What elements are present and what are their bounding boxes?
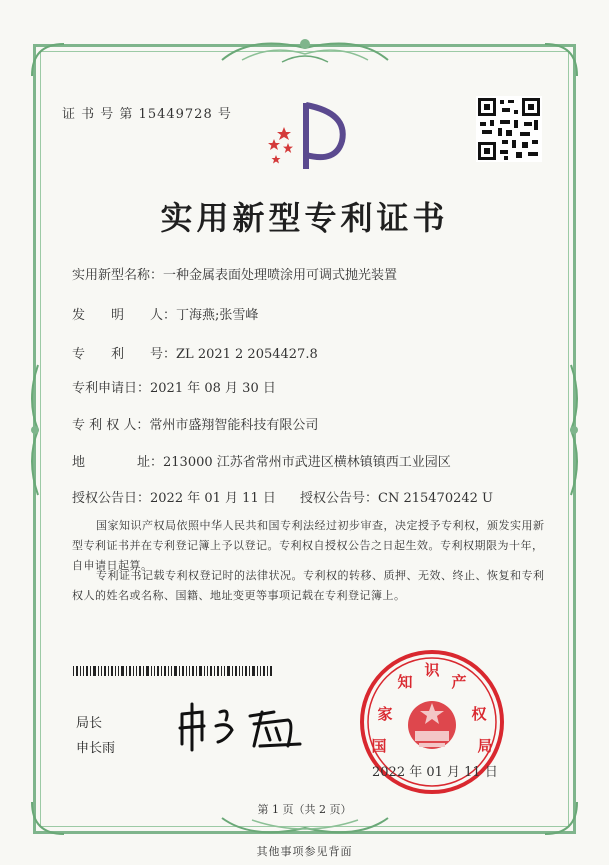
svg-text:家: 家 <box>377 705 393 723</box>
utility-name-row <box>72 264 397 283</box>
address-row <box>72 451 451 470</box>
grant-number-row <box>300 487 493 506</box>
svg-text:权: 权 <box>471 705 487 723</box>
corner-ornament-icon <box>541 40 581 80</box>
patent-number-label: 专 利 号： <box>72 347 177 362</box>
certificate-number <box>62 103 232 122</box>
certificate-number-suffix: 号 <box>217 107 232 122</box>
footer-note: 其他事项参见背面 <box>256 845 353 858</box>
svg-text:产: 产 <box>451 673 467 691</box>
address-label: 地 址： <box>72 455 164 470</box>
grant-number-value: CN 215470242 U <box>378 491 493 506</box>
inventor-label: 发 明 人： <box>72 308 177 323</box>
director-name: 申长雨 <box>76 741 116 756</box>
page-number: 第 1 页（共 2 页） <box>257 803 352 816</box>
svg-text:局: 局 <box>477 737 493 755</box>
inventor-value: 丁海燕;张雪峰 <box>176 308 259 323</box>
handwritten-signature-icon <box>176 700 316 752</box>
filing-date-row <box>72 377 276 396</box>
certificate-number-label: 证 书 号 第 <box>62 107 134 122</box>
left-ornament-icon <box>24 360 46 500</box>
patent-number-row <box>72 343 318 362</box>
body-paragraph-2: 专利证书记载专利权登记时的法律状况。专利权的转移、质押、无效、终止、恢复和专利权人的姓名或名称、国籍、地址变更等事项记载在专利登记簿上。 <box>72 569 545 602</box>
svg-text:识: 识 <box>424 661 440 679</box>
certificate-number-value: 15449728 <box>138 107 213 122</box>
right-ornament-icon <box>563 360 585 500</box>
seal-date: 2022 年 01 月 11 日 <box>372 765 498 780</box>
qr-code-icon <box>476 96 542 162</box>
grant-number-label: 授权公告号： <box>300 491 379 506</box>
barcode-icon <box>73 666 273 676</box>
body-paragraph-1: 国家知识产权局依照中华人民共和国专利法经过初步审查，决定授予专利权，颁发实用新型专利证书并在专利登记簿上予以登记。专利权自授权公告之日起生效。专利权期限为十年，自申请日起算。 <box>72 519 545 572</box>
grant-date-value: 2022 年 01 月 11 日 <box>150 491 276 506</box>
address-value: 213000 江苏省常州市武进区横林镇镇西工业园区 <box>163 455 451 470</box>
grant-date-label: 授权公告日： <box>72 491 151 506</box>
patentee-row <box>72 414 318 433</box>
filing-date-value: 2021 年 08 月 30 日 <box>150 381 276 396</box>
utility-name-label: 实用新型名称： <box>72 268 164 283</box>
inventor-row <box>72 304 258 323</box>
corner-ornament-icon <box>28 40 68 80</box>
grant-date-row <box>72 487 276 506</box>
patent-office-emblem-icon <box>262 97 352 175</box>
certificate-title: 实用新型专利证书 <box>160 199 449 237</box>
svg-text:国: 国 <box>371 737 387 755</box>
filing-date-label: 专利申请日： <box>72 381 151 396</box>
patentee-label: 专 利 权 人： <box>72 418 150 433</box>
svg-text:知: 知 <box>397 673 413 691</box>
patentee-value: 常州市盛翔智能科技有限公司 <box>149 418 319 433</box>
patent-number-value: ZL 2021 2 2054427.8 <box>176 347 318 362</box>
top-ornament-icon <box>212 30 398 68</box>
director-title: 局长 <box>76 716 103 731</box>
utility-name-value: 一种金属表面处理喷涂用可调式抛光装置 <box>163 268 398 283</box>
